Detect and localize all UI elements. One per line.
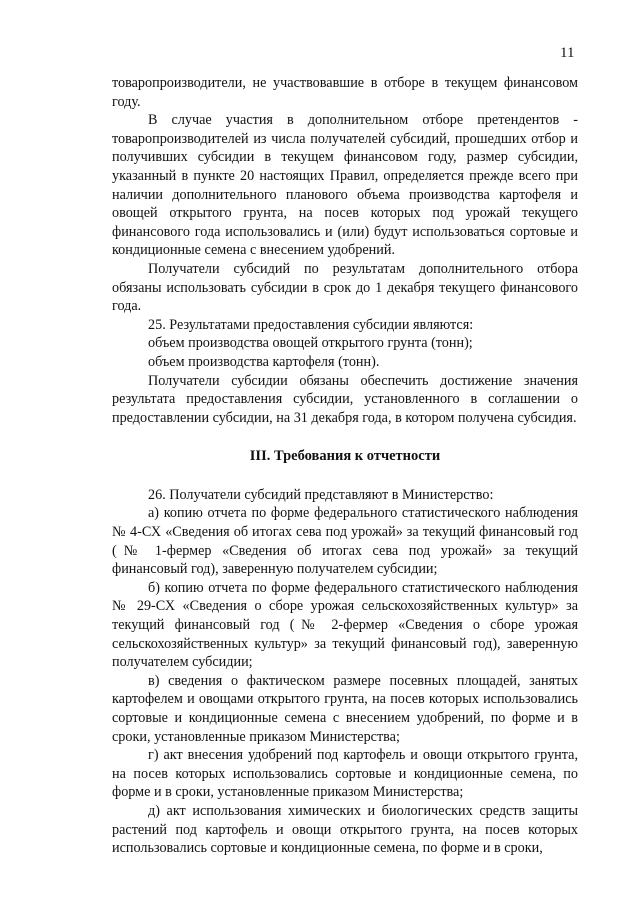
- paragraph-item-26-v: в) сведения о фактическом размере посевных площадей, занятых картофелем и овощами открытого грунта, на посев которых использовались сортовые и кондиционные семена с внесением удобрений, по форме и в сроки, установленные приказом Министерства;: [112, 672, 578, 745]
- paragraph-additional-selection: В случае участия в дополнительном отборе претендентов - товаропроизводителей из числа получателей субсидий, прошедших отбор и получивших субсидии в текущем финансовом году, размер субсидии, указанный в пункте 20 настоящих Правил, определяется прежде всего при наличии дополнительного планового объема производства картофеля и овощей открытого грунта, на посев которых под урожай текущего финансового года использовались и (или) будут использоваться сортовые и кондиционные семена с внесением удобрений.: [112, 112, 578, 259]
- paragraph-item-26-d: д) акт использования химических и биологических средств защиты растений под картофель и овощи открытого грунта, на посев которых использовались сортовые и кондиционные семена, по форме и в сроки,: [112, 802, 578, 857]
- paragraph-continuation: товаропроизводители, не участвовавшие в отборе в текущем финансовом году.: [112, 75, 578, 110]
- paragraph-item-26-b: б) копию отчета по форме федерального статистического наблюдения № 29-СХ «Сведения о сборе урожая сельскохозяйственных культур» за текущий финансовый год (№ 2-фермер «Сведения о сборе урожая сельскохозяйственных культур» за текущий финансовый год), заверенную получателем субсидии;: [112, 579, 578, 671]
- document-body: [112, 74, 578, 858]
- paragraph-item-26: 26. Получатели субсидий представляют в Министерство:: [148, 486, 494, 503]
- paragraph-item-26-a: а) копию отчета по форме федерального статистического наблюдения № 4-СХ «Сведения об итогах сева под урожай» за текущий финансовый год (№ 1-фермер «Сведения об итогах сева под урожай» за текущий финансовый год), заверенную получателем субсидии;: [112, 505, 578, 578]
- paragraph-item-25: 25. Результатами предоставления субсидии являются:: [148, 316, 474, 333]
- paragraph-usage-deadline: Получатели субсидий по результатам дополнительного отбора обязаны использовать субсидии в срок до 1 декабря текущего финансового года.: [112, 260, 578, 315]
- page-number: 11: [560, 45, 575, 61]
- paragraph-result-obligation: Получатели субсидии обязаны обеспечить достижение значения результата предоставления субсидии, установленного в соглашении о предоставлении субсидии, на 31 декабря года, в котором получена субсидия.: [112, 372, 578, 426]
- paragraph-result-potatoes: объем производства картофеля (тонн).: [148, 353, 380, 370]
- section-heading: III. Требования к отчетности: [249, 448, 441, 465]
- paragraph-result-vegetables: объем производства овощей открытого грунта (тонн);: [148, 335, 473, 352]
- paragraph-item-26-g: г) акт внесения удобрений под картофель и овощи открытого грунта, на посев которых использовались сортовые и кондиционные семена, по форме и в сроки, установленные приказом Министерства;: [112, 747, 578, 801]
